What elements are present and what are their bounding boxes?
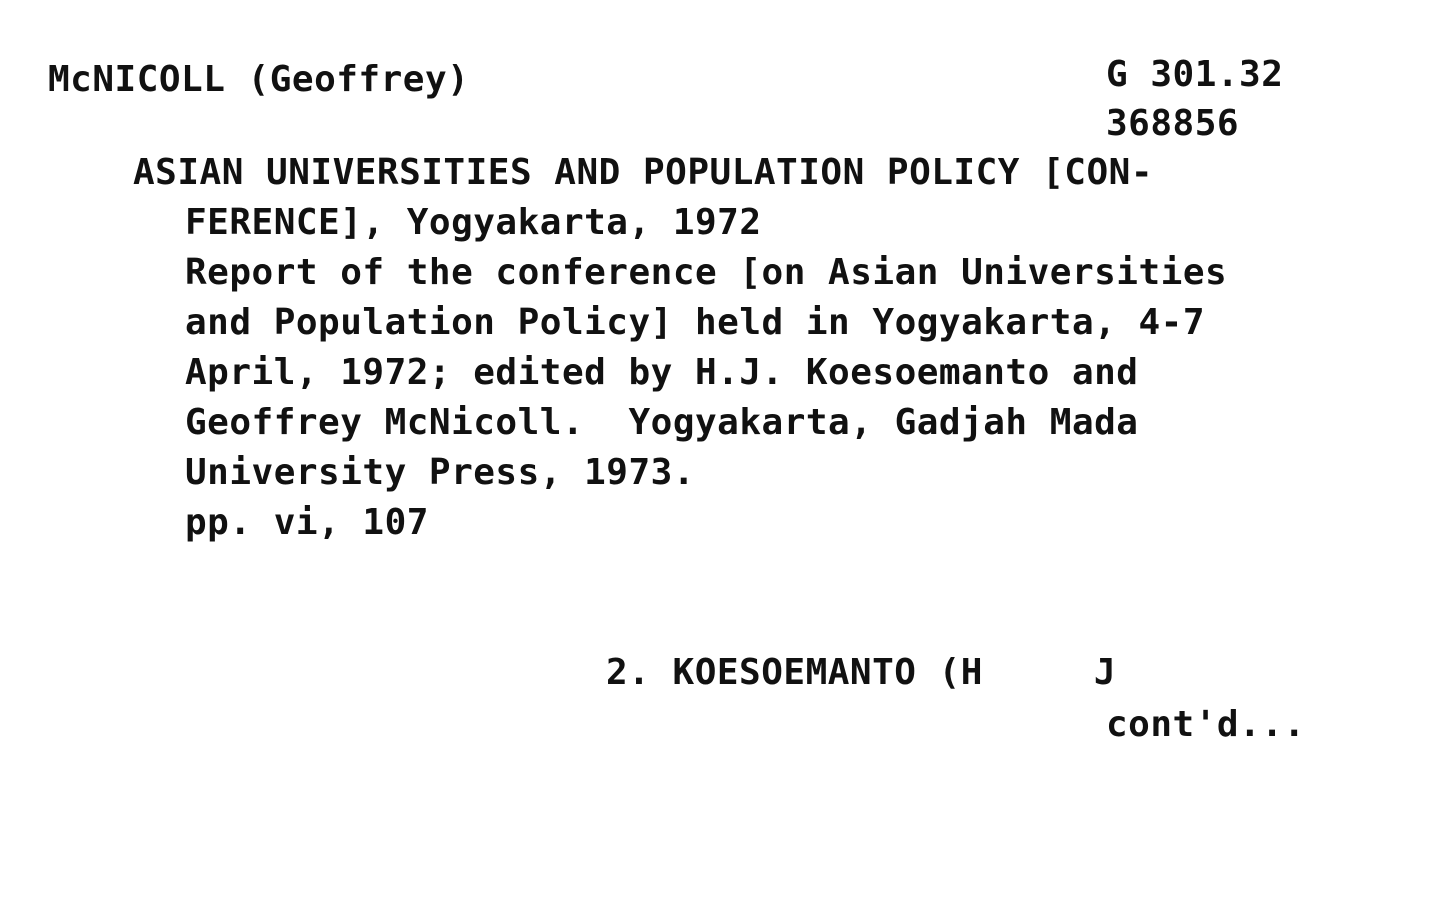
title-line-2: FERENCE], Yogyakarta, 1972 <box>185 202 762 243</box>
description-line-5: University Press, 1973. <box>185 452 695 493</box>
title-line-1: ASIAN UNIVERSITIES AND POPULATION POLICY [CON- <box>133 152 1153 193</box>
description-line-2: and Population Policy] held in Yogyakarta, 4-7 <box>185 302 1205 343</box>
main-entry-heading: McNICOLL (Geoffrey) <box>48 59 470 100</box>
description-line-4: Geoffrey McNicoll. Yogyakarta, Gadjah Mada <box>185 402 1139 443</box>
call-number-accession: 368856 <box>1106 103 1240 144</box>
description-line-1: Report of the conference [on Asian Universities <box>185 252 1228 293</box>
description-line-3: April, 1972; edited by H.J. Koesoemanto and <box>185 352 1139 393</box>
added-entry-tracing: 2. KOESOEMANTO (H J <box>606 652 1116 693</box>
continued-note: cont'd... <box>1106 704 1306 745</box>
call-number-class-mark: G 301.32 <box>1106 54 1284 95</box>
collation: pp. vi, 107 <box>185 502 429 543</box>
